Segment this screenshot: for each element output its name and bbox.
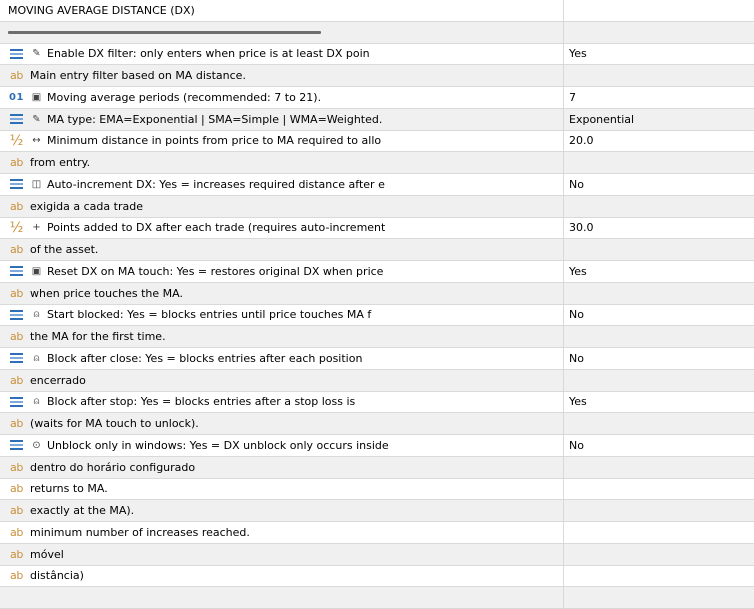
parameter-label: when price touches the MA. — [30, 286, 183, 300]
parameter-value-cell[interactable] — [564, 65, 754, 86]
parameter-row[interactable] — [0, 435, 754, 457]
ab-string-icon: ab — [9, 547, 24, 561]
parameter-glyph-icon: ⍝ — [33, 352, 40, 364]
parameter-label: Reset DX on MA touch: Yes = restores original DX when price — [47, 264, 384, 278]
parameter-label: Unblock only in windows: Yes = DX unblock only occurs inside — [47, 438, 389, 452]
parameter-value-cell[interactable] — [564, 457, 754, 478]
parameter-row[interactable] — [0, 566, 754, 588]
parameter-glyph-icon: ✎ — [32, 48, 41, 60]
parameter-value-cell[interactable]: Exponential — [569, 112, 635, 126]
parameter-row[interactable] — [0, 152, 754, 174]
parameter-value-cell[interactable]: 20.0 — [569, 134, 594, 148]
parameter-label: exigida a cada trade — [30, 199, 143, 213]
parameter-label: (waits for MA touch to unlock). — [30, 417, 199, 431]
ab-string-icon: ab — [9, 199, 24, 213]
section-header-value-cell — [564, 0, 754, 21]
parameter-row[interactable] — [0, 196, 754, 218]
parameter-label: exactly at the MA). — [30, 504, 135, 518]
section-header-row — [0, 0, 754, 22]
int-01-icon: 01 — [9, 91, 24, 103]
ab-string-icon: ab — [9, 286, 24, 300]
list-icon — [9, 49, 24, 59]
ab-string-icon: ab — [9, 69, 24, 83]
parameter-row[interactable] — [0, 44, 754, 66]
parameter-label: the MA for the first time. — [30, 330, 166, 344]
parameter-row[interactable] — [0, 348, 754, 370]
list-icon — [9, 397, 24, 407]
parameter-row[interactable] — [0, 239, 754, 261]
parameter-label: Block after close: Yes = blocks entries after each position — [47, 351, 363, 365]
parameter-glyph-icon: + — [32, 222, 41, 234]
parameter-row[interactable] — [0, 392, 754, 414]
parameter-row[interactable] — [0, 131, 754, 153]
parameter-row[interactable] — [0, 261, 754, 283]
parameter-row[interactable] — [0, 500, 754, 522]
parameter-row[interactable] — [0, 87, 754, 109]
parameter-label: Main entry filter based on MA distance. — [30, 69, 246, 83]
ab-string-icon: ab — [9, 482, 24, 496]
parameter-row[interactable] — [0, 326, 754, 348]
parameter-name-cell — [0, 87, 564, 108]
parameter-label: Start blocked: Yes = blocks entries until price touches MA f — [47, 308, 372, 322]
parameter-glyph-icon: ↔ — [32, 135, 41, 147]
parameter-row[interactable] — [0, 65, 754, 87]
ab-string-icon: ab — [9, 330, 24, 344]
parameter-glyph-icon: ⊙ — [32, 439, 41, 451]
parameter-name-cell — [0, 65, 564, 86]
parameter-row[interactable] — [0, 109, 754, 131]
list-icon — [9, 266, 24, 276]
parameter-name-cell — [0, 196, 564, 217]
parameter-value-cell[interactable] — [564, 196, 754, 217]
parameter-glyph-icon: ▣ — [31, 265, 42, 277]
parameter-name-cell — [0, 566, 564, 587]
parameter-value-cell[interactable]: 30.0 — [569, 221, 594, 235]
parameter-name-cell — [0, 326, 564, 347]
parameter-glyph-icon: ⍝ — [33, 396, 40, 408]
parameter-value-cell[interactable]: No — [569, 177, 584, 191]
parameter-value-cell[interactable]: 7 — [569, 90, 576, 104]
parameter-value-cell[interactable] — [564, 413, 754, 434]
empty-row — [0, 587, 754, 609]
parameter-name-cell — [0, 435, 564, 456]
parameter-label: encerrado — [30, 373, 86, 387]
parameter-value-cell[interactable]: No — [569, 308, 584, 322]
ab-string-icon: ab — [9, 373, 24, 387]
parameter-row[interactable] — [0, 544, 754, 566]
half-double-icon: ½ — [9, 132, 24, 149]
parameter-value-cell[interactable]: No — [569, 351, 584, 365]
list-icon — [9, 179, 24, 189]
parameter-name-cell — [0, 457, 564, 478]
parameter-value-cell[interactable] — [564, 500, 754, 521]
ab-string-icon: ab — [9, 460, 24, 474]
parameter-label: móvel — [30, 547, 64, 561]
parameter-label: from entry. — [30, 156, 91, 170]
ab-string-icon: ab — [9, 156, 24, 170]
parameter-row[interactable] — [0, 283, 754, 305]
parameter-name-cell — [0, 544, 564, 565]
list-icon — [9, 114, 24, 124]
parameter-label: distância) — [30, 569, 84, 583]
parameter-row[interactable] — [0, 218, 754, 240]
section-title: MOVING AVERAGE DISTANCE (DX) — [0, 0, 564, 21]
parameter-value-cell[interactable] — [564, 152, 754, 173]
parameter-label: Block after stop: Yes = blocks entries after a stop loss is — [47, 395, 356, 409]
parameter-name-cell — [0, 370, 564, 391]
parameter-name-cell — [0, 348, 564, 369]
list-icon — [9, 353, 24, 363]
parameter-label: returns to MA. — [30, 482, 108, 496]
parameter-value-cell[interactable] — [564, 370, 754, 391]
parameter-row[interactable] — [0, 370, 754, 392]
parameter-value-cell[interactable] — [564, 326, 754, 347]
parameter-glyph-icon: ✎ — [32, 113, 41, 125]
parameter-label: Auto-increment DX: Yes = increases required distance after e — [47, 177, 385, 191]
parameter-value-cell[interactable] — [564, 522, 754, 543]
parameter-rows — [0, 44, 754, 588]
parameter-label: MA type: EMA=Exponential | SMA=Simple | WMA=Weighted. — [47, 112, 383, 126]
parameter-label: Minimum distance in points from price to MA required to allo — [47, 134, 382, 148]
list-icon — [9, 440, 24, 450]
parameter-row[interactable] — [0, 305, 754, 327]
ab-string-icon: ab — [9, 569, 24, 583]
parameter-label: Moving average periods (recommended: 7 to 21). — [47, 90, 322, 104]
parameter-value-cell[interactable]: Yes — [569, 395, 587, 409]
separator-line — [8, 31, 321, 34]
ab-string-icon: ab — [9, 504, 24, 518]
parameter-name-cell — [0, 392, 564, 413]
parameter-value-cell[interactable] — [564, 479, 754, 500]
ab-string-icon: ab — [9, 243, 24, 257]
parameter-name-cell — [0, 131, 564, 152]
parameter-label: Enable DX filter: only enters when price is at least DX poin — [47, 47, 370, 61]
ab-string-icon: ab — [9, 525, 24, 539]
parameter-name-cell — [0, 500, 564, 521]
parameter-row[interactable] — [0, 457, 754, 479]
parameter-value-cell[interactable]: No — [569, 438, 584, 452]
parameter-value-cell[interactable] — [564, 239, 754, 260]
parameter-name-cell — [0, 261, 564, 282]
parameter-value-cell[interactable]: Yes — [569, 264, 587, 278]
half-double-icon: ½ — [9, 219, 24, 236]
ab-string-icon: ab — [9, 417, 24, 431]
parameter-name-cell — [0, 479, 564, 500]
parameter-value-cell[interactable] — [564, 544, 754, 565]
parameter-name-cell — [0, 305, 564, 326]
parameter-name-cell — [0, 44, 564, 65]
parameter-value-cell[interactable]: Yes — [569, 47, 587, 61]
parameter-label: of the asset. — [30, 243, 99, 257]
parameter-label: minimum number of increases reached. — [30, 525, 250, 539]
parameter-name-cell — [0, 239, 564, 260]
parameter-label: dentro do horário configurado — [30, 460, 196, 474]
parameter-row[interactable] — [0, 174, 754, 196]
parameter-glyph-icon: ◫ — [31, 178, 42, 190]
parameter-name-cell — [0, 152, 564, 173]
parameter-name-cell — [0, 174, 564, 195]
parameter-name-cell — [0, 109, 564, 130]
parameter-value-cell[interactable] — [564, 283, 754, 304]
parameter-name-cell — [0, 413, 564, 434]
parameter-row[interactable] — [0, 413, 754, 435]
parameter-name-cell — [0, 218, 564, 239]
parameter-row[interactable] — [0, 522, 754, 544]
parameter-glyph-icon: ⍝ — [33, 309, 40, 321]
parameter-name-cell — [0, 283, 564, 304]
parameter-glyph-icon: ▣ — [31, 91, 42, 103]
list-icon — [9, 310, 24, 320]
separator-row — [0, 22, 754, 44]
parameter-value-cell[interactable] — [564, 566, 754, 587]
parameter-label: Points added to DX after each trade (requires auto-increment — [47, 221, 386, 235]
parameter-name-cell — [0, 522, 564, 543]
parameter-row[interactable] — [0, 479, 754, 501]
